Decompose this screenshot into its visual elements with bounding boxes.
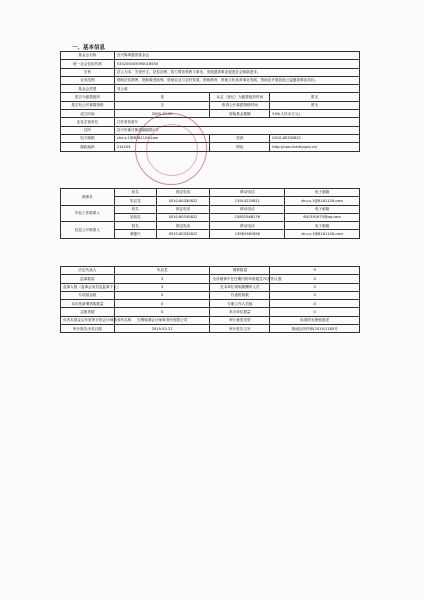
field-value: 0 — [114, 300, 210, 308]
field-label: 专职工作人员数 — [210, 300, 270, 308]
table-row — [61, 52, 360, 60]
field-value: 15852568276 — [210, 213, 285, 221]
field-label: 审计报告出具日期 — [61, 325, 115, 333]
table-row — [61, 205, 360, 213]
table-row — [61, 126, 360, 134]
field-label: 理事数量 — [210, 267, 270, 275]
field-label: 网址 — [210, 143, 270, 151]
table-row — [61, 68, 360, 76]
column-header: 固定电话 — [156, 205, 210, 213]
table-row — [61, 316, 360, 324]
field-value: 13914220811 — [210, 197, 285, 205]
basic-info-table — [60, 51, 360, 152]
field-label: 基金会类型 — [61, 85, 115, 93]
field-value: 吴莉花 — [114, 213, 156, 221]
field-label: 负责本基金会年度审计的会计师事务所名称 — [61, 316, 115, 324]
field-value: 9 — [270, 267, 360, 275]
field-label: 法定代表人 — [61, 267, 115, 275]
table-row — [61, 308, 360, 316]
field-value: 0 — [270, 283, 360, 291]
field-label: 理事长 — [61, 189, 115, 206]
field-label: 成立时间 — [61, 110, 115, 118]
field-value: 非公募 — [114, 85, 359, 93]
field-label: 志愿者数 — [61, 308, 115, 316]
field-label: 代表机构数 — [210, 291, 270, 299]
table-row — [61, 76, 360, 84]
table-row — [61, 291, 360, 299]
field-label: 业务主管单位 — [61, 118, 115, 126]
column-header: 电子邮箱 — [285, 205, 360, 213]
field-label: 本年度新增机构数量 — [61, 300, 115, 308]
field-label: 业务范围 — [61, 76, 115, 84]
field-label: 专项基金数 — [61, 291, 115, 299]
official-seal-inner-ring — [146, 124, 198, 176]
table-row — [61, 143, 360, 151]
field-value: 朱双龙 — [114, 267, 210, 275]
field-value: 0 — [114, 308, 210, 316]
field-label: 全体理事中在任期内的年龄超过70岁的人数 — [210, 275, 270, 283]
table-row — [61, 189, 360, 197]
table-row — [61, 85, 360, 93]
field-label: 审计意见类型 — [210, 316, 270, 324]
column-header: 移动电话 — [210, 205, 285, 213]
field-value: 是 — [114, 93, 210, 101]
field-value: 4 — [270, 300, 360, 308]
field-label: 是否为慈善组织 — [61, 93, 115, 101]
field-label: 监事数量 — [61, 275, 115, 283]
column-header: 姓名 — [114, 189, 156, 197]
field-value: 3 — [114, 275, 210, 283]
field-label: 原始基金数额 — [210, 110, 270, 118]
table-row — [61, 275, 360, 283]
field-label: 传真 — [210, 134, 270, 142]
field-value: 53320000509001653X — [114, 60, 359, 68]
table-row — [61, 101, 360, 109]
field-value: 黄德兴 — [114, 230, 156, 238]
field-value: 0510-80330822 — [156, 230, 210, 238]
stats-table — [60, 266, 360, 333]
field-value: 无锡瑞诚会计师事务所有限公司 — [114, 316, 210, 324]
column-header: 姓名 — [114, 205, 156, 213]
field-value: 2009-10-09 — [114, 110, 210, 118]
field-value: 标准的无保留意见 — [270, 316, 360, 324]
field-label: 年检工作联系人 — [61, 205, 115, 222]
field-value: 宜兴市新庄街道湖滨路1号 — [114, 126, 359, 134]
field-label: 电子邮箱 — [61, 134, 115, 142]
field-value: 暂无 — [270, 93, 360, 101]
field-value: 2019-03-27 — [114, 325, 210, 333]
field-value: 宜兴陈埠慈善基金会 — [114, 52, 359, 60]
table-row — [61, 110, 360, 118]
field-label: 邮政编码 — [61, 143, 115, 151]
field-value: 0 — [114, 291, 210, 299]
table-row — [61, 267, 360, 275]
field-label: 举办单位数量 — [210, 308, 270, 316]
field-value: 江苏省民政厅 — [114, 118, 359, 126]
field-label: 认定（登记）为慈善组织时间 — [210, 93, 270, 101]
table-row — [61, 134, 360, 142]
field-value: 0510-80330822 — [156, 213, 210, 221]
section-heading: 一、基本信息 — [72, 45, 106, 51]
column-header: 固定电话 — [156, 222, 210, 230]
column-header: 姓名 — [114, 222, 156, 230]
field-value: zhu-s-1@8161126.com — [114, 134, 210, 142]
field-label: 在本单位领取薪酬的人员 — [210, 283, 270, 291]
column-header: 电子邮箱 — [285, 189, 360, 197]
table-row — [61, 222, 360, 230]
field-value: 214204 — [114, 143, 210, 151]
field-value: 3 — [114, 283, 210, 291]
table-row — [61, 118, 360, 126]
field-label: 监事人数（监事会成员及监事个人） — [61, 283, 115, 291]
column-header: 移动电话 — [210, 189, 285, 197]
official-seal — [135, 113, 207, 185]
field-value: 0 — [270, 275, 360, 283]
field-value: 否 — [114, 101, 210, 109]
field-value: 朱双龙 — [114, 197, 156, 205]
field-value: 资助扶贫帮困、资助敬老助残、资助农业与农村发展、资助教育、资助文化体育事业发展，资助及开展其他公益慈善事业项目。 — [114, 76, 359, 84]
field-value: 瑞诚会所内审(2019)1185号 — [270, 325, 360, 333]
field-label: 住所 — [61, 126, 115, 134]
field-label: 基金会名称 — [61, 52, 115, 60]
table-row — [61, 300, 360, 308]
field-label: 宗旨 — [61, 68, 115, 76]
column-header: 电子邮箱 — [285, 222, 360, 230]
field-value: zhu-s-1@8161126.com — [285, 230, 360, 238]
table-row — [61, 283, 360, 291]
field-value: 扶人为本、关爱民生，扶贫济困、智力帮扶科教与事务，发展慈善事业促进社会和谐进步。 — [114, 68, 359, 76]
column-header: 固定电话 — [156, 189, 210, 197]
field-value: 暂无 — [270, 101, 360, 109]
table-row — [61, 60, 360, 68]
field-value: 0510-80330821 — [270, 134, 360, 142]
field-value: 500(人民币万元) — [270, 110, 360, 118]
field-label: 审计报告文号 — [210, 325, 270, 333]
field-value: 641391675@qq.com — [285, 213, 360, 221]
field-label: 是否有公开募捐资格 — [61, 101, 115, 109]
field-value: zhu-s-1@8161126.com — [285, 197, 360, 205]
field-value: 13961961656 — [210, 230, 285, 238]
field-label: 统一社会信用代码 — [61, 60, 115, 68]
field-value: 0510-80330822 — [156, 197, 210, 205]
field-value: 0 — [270, 308, 360, 316]
field-label: 信息公开联系人 — [61, 222, 115, 239]
table-row — [61, 93, 360, 101]
column-header: 移动电话 — [210, 222, 285, 230]
field-label: 取得公开募捐资格时间 — [210, 101, 270, 109]
field-value: http://npo.charity.gov.cn/ — [270, 143, 360, 151]
contacts-table — [60, 188, 360, 239]
table-row — [61, 325, 360, 333]
field-value: 0 — [270, 291, 360, 299]
